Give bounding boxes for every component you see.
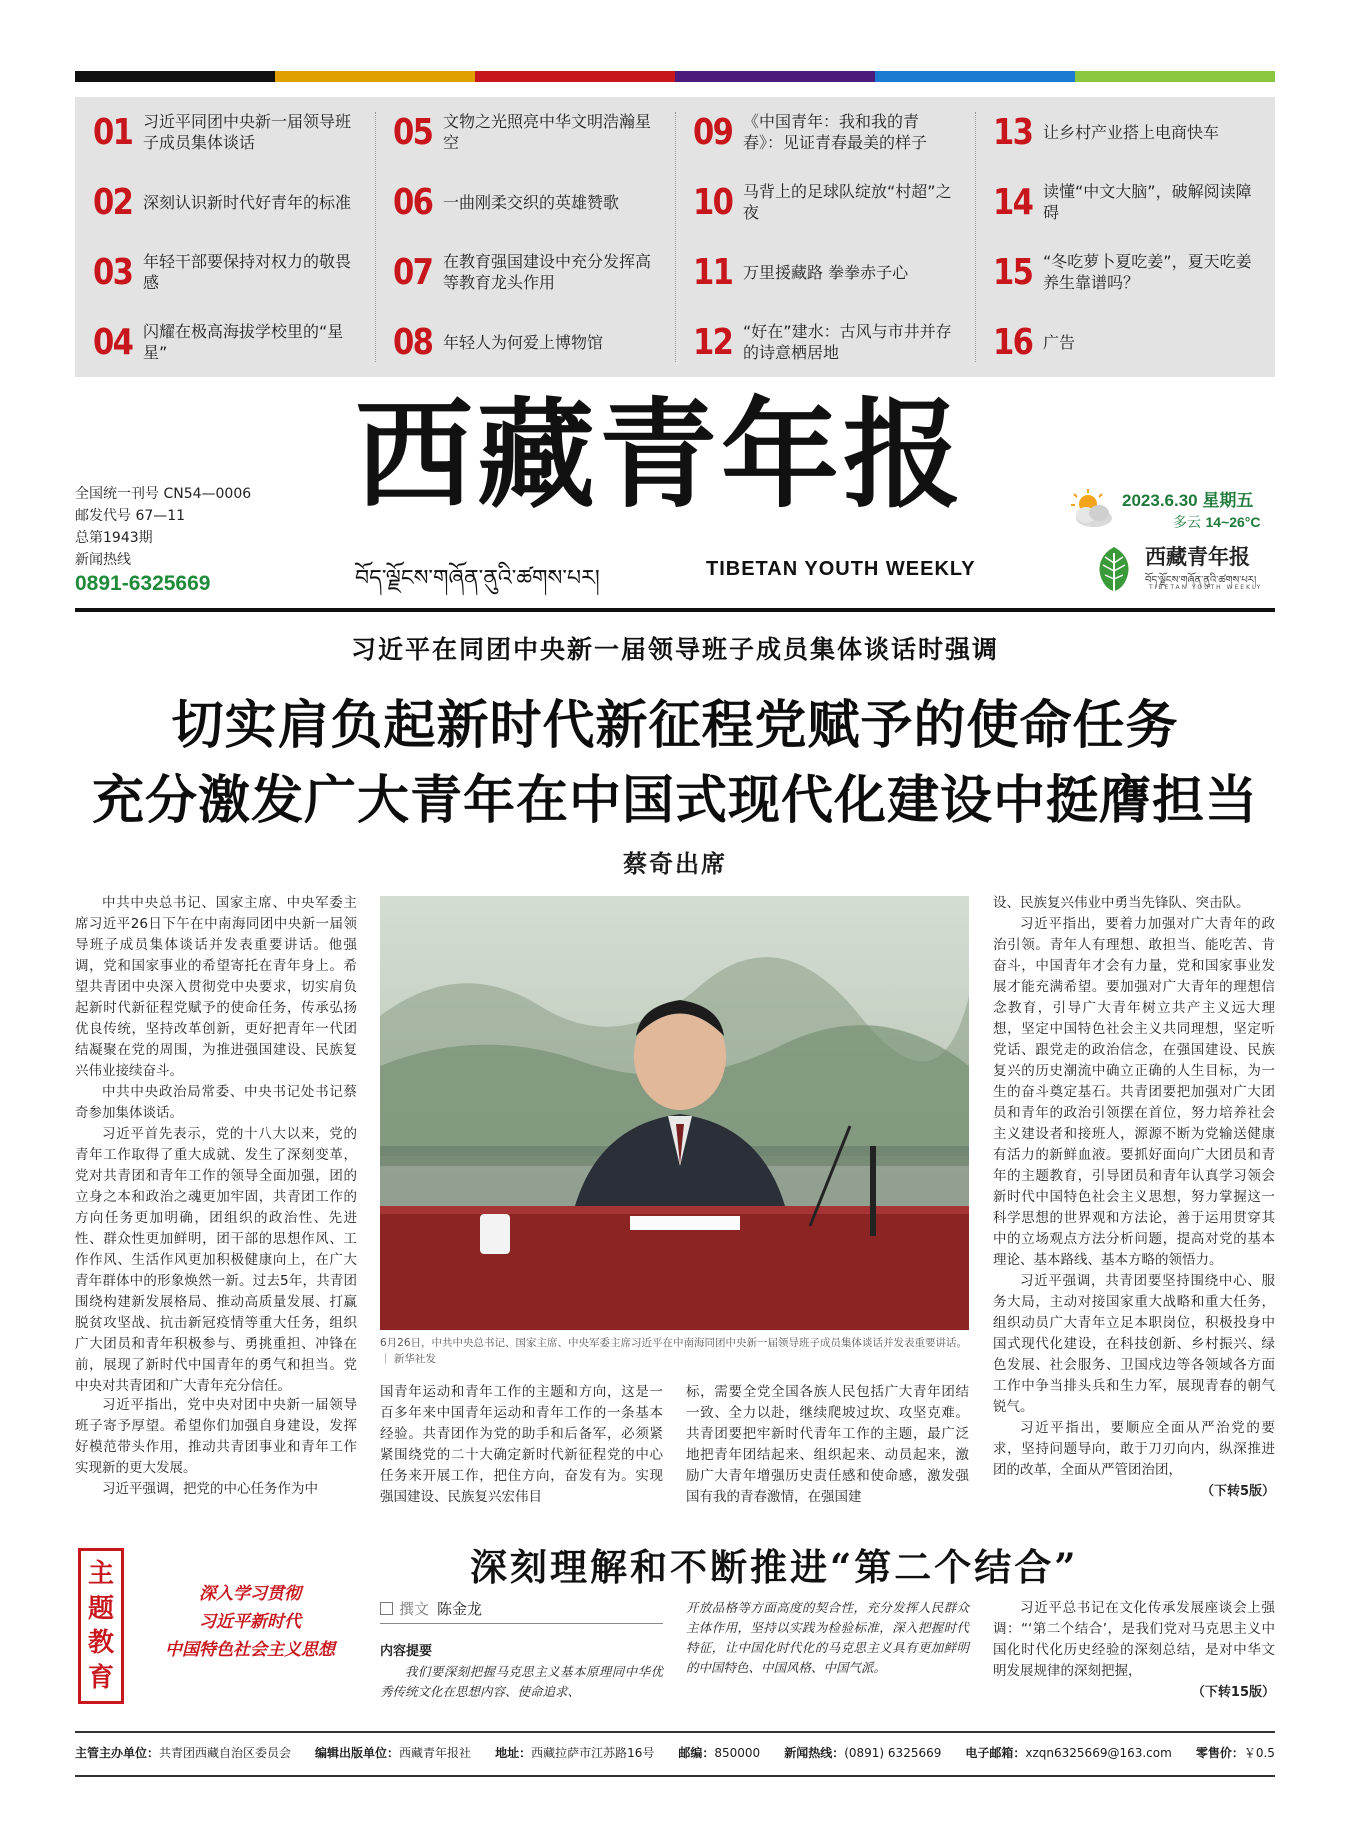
lead-column-3: 标，需要全党全国各族人民包括广大青年团结一致、全力以赴，继续爬坡过坎、攻坚克难。共青团要把牢新时代青年工作的主题，最广泛地把青年团结起来、组织起来、动员起来，激励广大青年增强历史责任感和使命感，激发强国有我的青春激情，在强国建 xyxy=(686,1384,969,1505)
lead-column-1 xyxy=(75,893,357,1433)
paragraph: 习近平指出，要着力加强对广大青年的政治引领。青年人有理想、敢担当、能吃苦、肯奋斗，中国青年才会有力量，党和国家事业发展才能充满希望。要加强对广大青年的理想信念教育，引导广大青年树立共产主义远大理想，坚定中国特色社会主义共同理想，坚定听党话、跟党走的政治信念，在强国建设、民族复兴的历史潮流中确立正确的人生目标，为一生的奋斗奠定基石。共青团要把加强对广大团员和青年的政治引领摆在首位，努力培养社会主义建设者和接班人，源源不断为党输送健康有活力的新鲜血液。要抓好面向广大团员和青年的主题教育，引导团员和青年认真学习领会新时代中国特色社会主义思想，努力掌握这一科学思想的世界观和方法论，善于运用贯穿其中的立场观点方法分析问题，提高对党的基本理论、基本路线、基本方略的领悟力。 xyxy=(993,916,1275,1268)
index-item[interactable]: 03 年轻干部要保持对权力的敬畏感 xyxy=(93,251,352,293)
strip-segment xyxy=(75,71,275,82)
index-item[interactable]: 14 读懂“中文大脑”，破解阅读障碍 xyxy=(993,181,1252,223)
meeting-photo-illustration xyxy=(380,896,969,1330)
index-item[interactable]: 07 在教育强国建设中充分发挥高等教育龙头作用 xyxy=(393,251,652,293)
badge-char: 题 xyxy=(87,1593,114,1624)
theme-education-badge xyxy=(78,1548,124,1704)
logo-tibetan: བོད་ལྗོངས་གཞོན་ནུའི་ཚགས་པར། xyxy=(1145,575,1257,586)
index-item[interactable]: 10 马背上的足球队绽放“村超”之夜 xyxy=(693,181,952,223)
masthead-title: 西藏青年报 xyxy=(355,385,966,524)
leaf-icon xyxy=(1093,545,1135,593)
second-article-title[interactable]: 深刻理解和不断推进“第二个结合” xyxy=(470,1545,1079,1589)
footer xyxy=(75,1744,1275,1761)
divider xyxy=(975,112,976,362)
pen-icon xyxy=(380,1602,393,1615)
divider xyxy=(375,112,376,362)
color-strip xyxy=(75,71,1275,82)
index-item[interactable]: 13 让乡村产业搭上电商快车 xyxy=(993,111,1220,153)
paragraph: 习近平强调，把党的中心任务作为中 xyxy=(102,1481,318,1497)
author-line xyxy=(380,1598,663,1624)
lead-photo[interactable] xyxy=(380,896,969,1330)
masthead-english: TIBETAN YOUTH WEEKLY xyxy=(706,558,976,580)
index-item[interactable]: 05 文物之光照亮中华文明浩瀚星空 xyxy=(393,111,652,153)
footer-item: 邮编：850000 xyxy=(678,1746,761,1760)
abstract-part-1: 我们要深刻把握马克思主义基本原理同中华优秀传统文化在思想内容、使命追求、 xyxy=(380,1664,663,1699)
lead-byline: 蔡奇出席 xyxy=(623,849,727,878)
paragraph: 设、民族复兴伟业中勇当先锋队、突击队。 xyxy=(993,895,1250,911)
hotline-number: 0891-6325669 xyxy=(75,572,211,595)
paragraph: 习近平总书记在文化传承发展座谈会上强调：“‘第二个结合’，是我们党对马克思主义中国化时代化历史经验的深刻总结，是对中华文明发展规律的深刻把握， xyxy=(993,1600,1275,1679)
publication-meta xyxy=(75,483,251,597)
lead-headline-2[interactable]: 充分激发广大青年在中国式现代化建设中挺膺担当 xyxy=(91,771,1258,831)
second-article-column xyxy=(993,1598,1275,1718)
badge-char: 主 xyxy=(87,1559,114,1590)
logo-cn: 西藏青年报 xyxy=(1145,544,1250,569)
abstract-heading: 内容提要 xyxy=(380,1644,433,1659)
index-item[interactable]: 12 “好在”建水：古风与市井并存的诗意栖居地 xyxy=(693,321,952,363)
strip-segment xyxy=(875,71,1075,82)
lead-column-4 xyxy=(993,893,1275,1511)
author-name: 陈金龙 xyxy=(437,1600,483,1618)
masthead-tibetan: བོད་ལྗོངས་གཞོན་ནུའི་ཚགས་པར། xyxy=(355,566,600,591)
paragraph: 习近平指出，要顺应全面从严治党的要求，坚持问题导向，敢于刀刃向内，纵深推进团的改革，全面从严管团治团， xyxy=(993,1420,1275,1478)
author-label: 撰文 xyxy=(399,1600,430,1618)
paragraph: 中共中央政治局常委、中央书记处书记蔡奇参加集体谈话。 xyxy=(75,1084,357,1121)
weather-condition: 多云 xyxy=(1173,515,1201,531)
footer-rule xyxy=(75,1775,1275,1777)
continued-link[interactable]: （下转15版） xyxy=(1191,1685,1275,1700)
index-item[interactable]: 02 深刻认识新时代好青年的标准 xyxy=(93,181,352,223)
strip-segment xyxy=(275,71,475,82)
paragraph: 中共中央总书记、国家主席、中央军委主席习近平26日下午在中南海同团中央新一届领导班子成员集体谈话并发表重要讲话。他强调，党和国家事业的希望寄托在青年身上。希望共青团中央深入贯彻党中央要求，切实肩负起新时代新征程党赋予的使命任务，传承弘扬优良传统，坚持改革创新，更好把青年一代团结凝聚在党的周围，为推进强国建设、民族复兴伟业接续奋斗。 xyxy=(75,895,357,1079)
index-item[interactable]: 16 广告 xyxy=(993,321,1076,363)
index-item[interactable]: 11 万里援藏路 拳拳赤子心 xyxy=(693,251,909,293)
postal-code: 邮发代号 67—11 xyxy=(75,508,186,524)
logo-en: TIBETAN YOUTH WEEKLY xyxy=(1149,584,1263,591)
brand-logo xyxy=(1093,541,1275,597)
lead-kicker: 习近平在同团中央新一届领导班子成员集体谈话时强调 xyxy=(350,635,999,664)
issue-date: 2023.6.30 星期五 xyxy=(1122,491,1254,510)
paragraph: 习近平指出，党中央对团中央新一届领导班子寄予厚望。希望你们加强自身建设，发挥好模范带头作用，推动共青团事业和青年工作实现新的更大发展。 xyxy=(75,1397,357,1476)
footer-item: 零售价：￥0.5 xyxy=(1195,1746,1275,1760)
footer-item: 地址：西藏拉萨市江苏路16号 xyxy=(495,1746,655,1760)
index-item[interactable]: 08 年轻人为何爱上博物馆 xyxy=(393,321,604,363)
hotline-label: 新闻热线 xyxy=(75,552,131,568)
partly-cloudy-icon xyxy=(1068,488,1116,530)
slogan-line: 深入学习贯彻 xyxy=(199,1584,301,1604)
continued-link[interactable]: （下转5版） xyxy=(1200,1484,1275,1499)
paragraph: 习近平首先表示，党的十八大以来，党的青年工作取得了重大成就、发生了深刻变革，党对共青团和青年工作的领导全面加强，团的立身之本和政治之魂更加牢固，共青团工作的方向任务更加明确，团组织的政治性、先进性、群众性更加鲜明，团干部的思想作风、工作作风、生活作风更加积极健康向上，在广大青年群体中的形象焕然一新。过去5年，共青团围绕构建新发展格局、推动高质量发展、打赢脱贫攻坚战、抗击新冠疫情等重大任务，组织广大团员和青年积极参与、勇挑重担、冲锋在前，展现了新时代中国青年的勇气和担当。党中央对共青团和广大青年充分信任。 xyxy=(75,1126,357,1394)
footer-item: 编辑出版单位：西藏青年报社 xyxy=(315,1746,472,1760)
lead-headline-1[interactable]: 切实肩负起新时代新征程党赋予的使命任务 xyxy=(171,696,1179,756)
weather-temp: 14~26°C xyxy=(1205,514,1261,530)
badge-char: 育 xyxy=(87,1662,114,1693)
index-item[interactable]: 04 闪耀在极高海拔学校里的“星星” xyxy=(93,321,344,363)
index-item[interactable]: 06 一曲刚柔交织的英雄赞歌 xyxy=(393,181,620,223)
badge-char: 教 xyxy=(87,1628,114,1659)
paragraph: 习近平强调，共青团要坚持围绕中心、服务大局，主动对接国家重大战略和重大任务，组织动员广大青年立足本职岗位，积极投身中国式现代化建设，在科技创新、乡村振兴、绿色发展、社会服务、卫国戍边等各领域各方面工作中争当排头兵和生力军，展现青春的朝气锐气。 xyxy=(993,1273,1275,1415)
footer-item: 新闻热线：(0891) 6325669 xyxy=(784,1746,942,1760)
footer-rule xyxy=(75,1731,1275,1733)
lead-column-1-bottom xyxy=(75,1395,357,1511)
footer-item: 主管主办单位：共青团西藏自治区委员会 xyxy=(75,1746,292,1760)
slogan-line: 习近平新时代 xyxy=(199,1612,301,1632)
masthead-rule xyxy=(75,608,1275,612)
weather-line xyxy=(1173,512,1260,532)
issn: 全国统一刊号 CN54—0006 xyxy=(75,486,252,502)
theme-slogan xyxy=(135,1580,365,1664)
index-item[interactable]: 01 习近平同团中央新一届领导班子成员集体谈话 xyxy=(93,111,352,153)
abstract-part-2: 开放品格等方面高度的契合性，充分发挥人民群众主体作用，坚持以实践为检验标准，深入把握时代特征，让中国化时代化的马克思主义具有更加鲜明的中国特色、中国风格、中国气派。 xyxy=(686,1600,969,1675)
lead-column-2: 国青年运动和青年工作的主题和方向，这是一百多年来中国青年运动和青年工作的一条基本经验。共青团作为党的助手和后备军，必须紧紧围绕党的二十大确定新时代新征程党的中心任务来开展工作，把住方向，奋发有为。实现强国建设、民族复兴宏伟目 xyxy=(380,1384,663,1505)
index-item[interactable]: 09 《中国青年：我和我的青春》：见证青春最美的样子 xyxy=(693,111,928,153)
issue-number: 总第1943期 xyxy=(75,530,153,546)
photo-caption: 6月26日，中共中央总书记、国家主席、中央军委主席习近平在中南海同团中央新一届领导班子成员集体谈话并发表重要讲话。 ｜ 新华社发 xyxy=(380,1337,968,1365)
strip-segment xyxy=(675,71,875,82)
divider xyxy=(675,112,676,362)
footer-item: 电子邮箱：xzqn6325669@163.com xyxy=(965,1746,1172,1760)
slogan-line: 中国特色社会主义思想 xyxy=(165,1640,335,1660)
index-item[interactable]: 15 “冬吃萝卜夏吃姜”，夏天吃姜养生靠谱吗？ xyxy=(993,251,1252,293)
strip-segment xyxy=(475,71,675,82)
strip-segment xyxy=(1075,71,1275,82)
